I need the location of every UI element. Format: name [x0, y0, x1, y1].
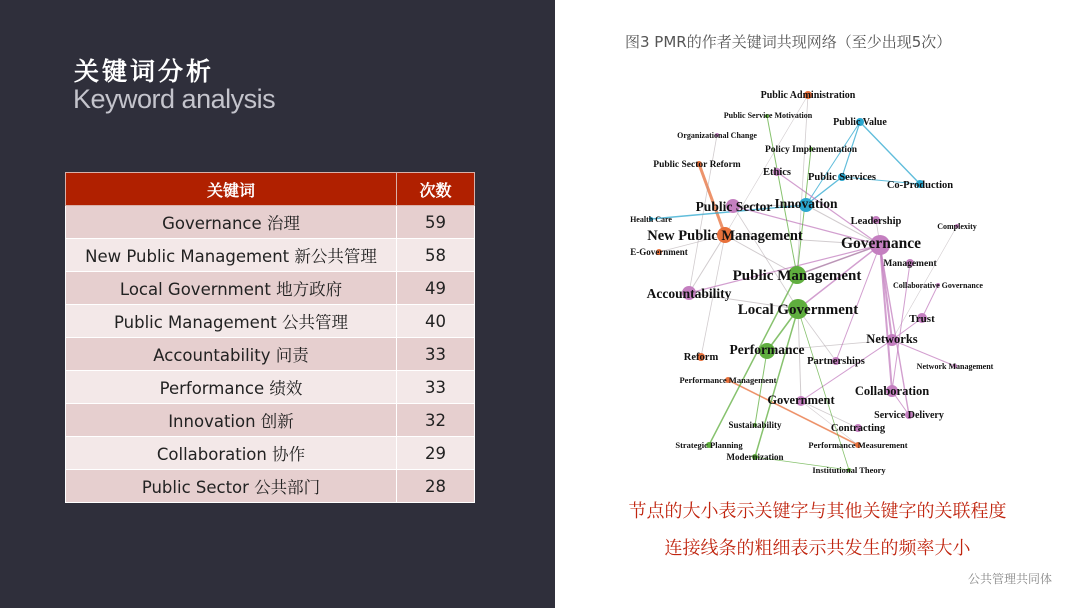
header-keyword: 关键词	[66, 173, 397, 206]
network-edge	[806, 122, 860, 205]
network-node-label: Public Management	[732, 268, 862, 284]
network-node-label: Network Management	[916, 362, 994, 371]
network-node-label: Management	[883, 259, 937, 269]
network-node-label: Institutional Theory	[812, 465, 886, 475]
network-node-label: Performance Measurement	[808, 440, 908, 450]
network-node-label: Public Services	[808, 172, 876, 183]
network-node-label: Organizational Change	[677, 131, 757, 140]
network-node-label: Contracting	[830, 423, 886, 434]
keyword-cell: Public Sector 公共部门	[66, 470, 397, 503]
keyword-cell: New Public Management 新公共管理	[66, 239, 397, 272]
keyword-cell: Public Management 公共管理	[66, 305, 397, 338]
network-node-label: Complexity	[937, 222, 977, 231]
keyword-cell: Innovation 创新	[66, 404, 397, 437]
network-node-label: Local Government	[737, 302, 859, 318]
network-node-label: Public Administration	[760, 90, 856, 101]
network-edge	[733, 206, 798, 309]
network-node-label: Reform	[683, 352, 719, 363]
count-cell: 32	[397, 404, 475, 437]
network-node-label: Public Service Motivation	[723, 111, 813, 120]
network-node-label: Leadership	[850, 216, 902, 227]
count-cell: 49	[397, 272, 475, 305]
network-node-label: Health Care	[630, 215, 672, 224]
keyword-cell: Accountability 问责	[66, 338, 397, 371]
network-node-label: Networks	[866, 332, 918, 346]
network-node-label: Public Sector Reform	[653, 160, 741, 170]
network-node-label: New Public Management	[647, 228, 803, 244]
note-line-1: 节点的大小表示关键字与其他关键字的关联程度	[628, 501, 1007, 522]
network-node-label: Collaborative Governance	[893, 281, 983, 290]
credit-text: 公共管理共同体	[967, 572, 1052, 586]
count-cell: 58	[397, 239, 475, 272]
network-node-label: Co-Production	[886, 180, 954, 191]
network-node-label: Performance Management	[679, 375, 777, 385]
network-node-label: Innovation	[774, 196, 838, 211]
network-node-label: Sustainability	[728, 420, 782, 430]
page-subtitle: Keyword analysis	[73, 84, 276, 114]
figure-caption: 图3 PMR的作者关键词共现网络（至少出现5次）	[625, 33, 952, 51]
network-edge	[797, 95, 808, 275]
network-edge	[797, 149, 811, 275]
keyword-cell: Governance 治理	[66, 206, 397, 239]
network-node-label: Public Value	[833, 117, 887, 128]
network-node-label: Public Sector	[695, 199, 773, 214]
network-node-label: Partnerships	[807, 356, 865, 367]
count-cell: 29	[397, 437, 475, 470]
network-node-label: Policy Implementation	[764, 145, 858, 155]
keyword-cell: Performance 绩效	[66, 371, 397, 404]
network-node-label: Collaboration	[854, 384, 930, 398]
network-edge	[755, 351, 767, 425]
network-node-label: Ethics	[762, 167, 792, 178]
network-edge	[728, 380, 858, 445]
header-count: 次数	[397, 173, 475, 206]
count-cell: 28	[397, 470, 475, 503]
keyword-cell: Collaboration 协作	[66, 437, 397, 470]
network-node-label: Governance	[840, 235, 922, 252]
count-cell: 33	[397, 371, 475, 404]
network-node-label: Accountability	[646, 286, 732, 301]
keyword-cell: Local Government 地方政府	[66, 272, 397, 305]
count-cell: 33	[397, 338, 475, 371]
count-cell: 59	[397, 206, 475, 239]
network-node-label: Service Delivery	[874, 410, 944, 421]
network-node-label: Modernization	[726, 452, 784, 462]
count-cell: 40	[397, 305, 475, 338]
network-node-label: Strategic Planning	[675, 440, 743, 450]
page-title: 关键词分析	[74, 57, 215, 86]
note-line-2: 连接线条的粗细表示共发生的频率大小	[664, 538, 971, 559]
network-node-label: Trust	[909, 313, 935, 325]
network-node-label: Performance	[729, 342, 805, 357]
network-node-label: Government	[767, 393, 835, 407]
network-node-label: E-Government	[630, 247, 688, 257]
